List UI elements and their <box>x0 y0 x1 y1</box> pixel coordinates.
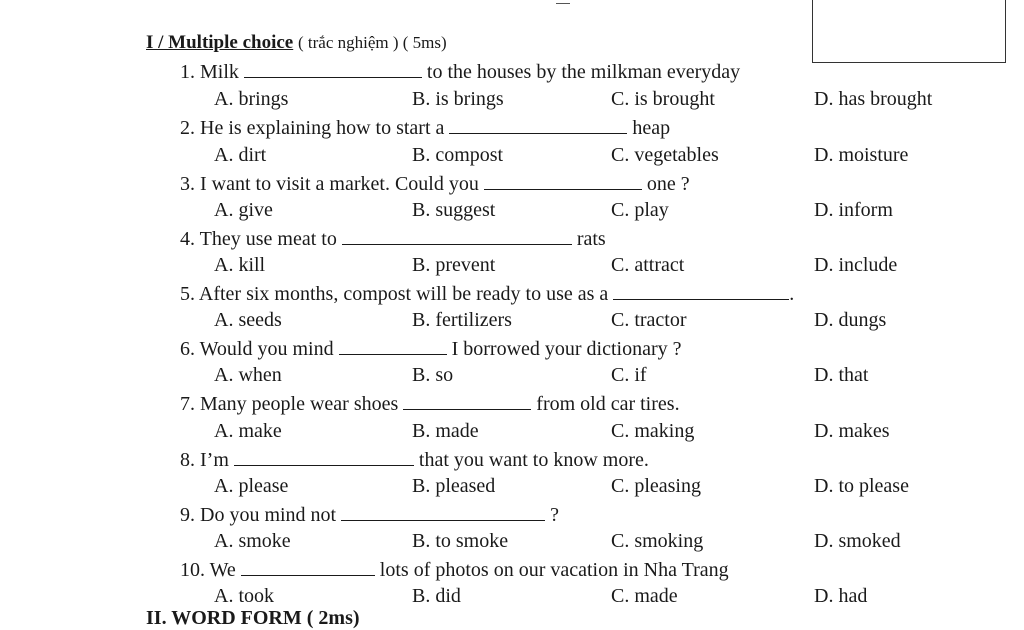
q9-option-b: B. to smoke <box>412 530 509 552</box>
answer-blank <box>244 59 422 78</box>
answer-blank <box>234 447 414 466</box>
question-9: 9. Do you mind not ? <box>180 504 560 526</box>
question-10: 10. We lots of photos on our vacation in Nha Trang <box>180 559 729 581</box>
section-title: I / Multiple choice <box>146 32 294 53</box>
q9-option-d: D. smoked <box>814 530 901 552</box>
q3-option-b: B. suggest <box>412 199 496 221</box>
q6-option-b: B. so <box>412 364 454 386</box>
q7-option-b: B. made <box>412 420 479 442</box>
q8-option-c: C. pleasing <box>611 475 701 497</box>
question-3: 3. I want to visit a market. Could you one ? <box>180 173 690 195</box>
q3-option-c: C. play <box>611 199 669 221</box>
q9-option-a: A. smoke <box>214 530 291 552</box>
q5-option-d: D. dungs <box>814 309 887 331</box>
q2-option-a: A. dirt <box>214 144 267 166</box>
q4-option-c: C. attract <box>611 254 685 276</box>
question-2: 2. He is explaining how to start a heap <box>180 117 671 139</box>
q8-option-b: B. pleased <box>412 475 496 497</box>
q6-option-d: D. that <box>814 364 869 386</box>
answer-blank <box>241 557 375 576</box>
q6-option-c: C. if <box>611 364 647 386</box>
answer-blank <box>403 391 531 410</box>
q3-option-a: A. give <box>214 199 273 221</box>
q10-option-a: A. took <box>214 585 274 607</box>
answer-blank <box>484 171 642 190</box>
q7-option-c: C. making <box>611 420 695 442</box>
top-edge-mark <box>556 0 570 4</box>
answer-blank <box>613 281 789 300</box>
question-4: 4. They use meat to rats <box>180 228 606 250</box>
q5-option-c: C. tractor <box>611 309 687 331</box>
section-note: ( trắc nghiệm ) ( 5ms) <box>297 33 447 52</box>
q4-option-d: D. include <box>814 254 898 276</box>
q1-option-b: B. is brings <box>412 88 504 110</box>
q9-option-c: C. smoking <box>611 530 704 552</box>
q8-option-d: D. to please <box>814 475 909 497</box>
q4-option-b: B. prevent <box>412 254 496 276</box>
q1-option-d: D. has brought <box>814 88 933 110</box>
question-5: 5. After six months, compost will be ready to use as a . <box>180 283 795 305</box>
answer-blank <box>341 502 545 521</box>
question-6: 6. Would you mind I borrowed your dictionary ? <box>180 338 682 360</box>
question-8: 8. I’m that you want to know more. <box>180 449 649 471</box>
answer-blank <box>339 336 447 355</box>
q1-option-a: A. brings <box>214 88 289 110</box>
q1-option-c: C. is brought <box>611 88 715 110</box>
q8-option-a: A. please <box>214 475 289 497</box>
q10-option-b: B. did <box>412 585 461 607</box>
answer-blank <box>449 115 627 134</box>
section-heading <box>146 32 447 54</box>
q7-option-d: D. makes <box>814 420 890 442</box>
q7-option-a: A. make <box>214 420 282 442</box>
q3-option-d: D. inform <box>814 199 893 221</box>
next-section-heading: II. WORD FORM ( 2ms) <box>146 607 360 629</box>
q2-option-d: D. moisture <box>814 144 909 166</box>
q5-option-b: B. fertilizers <box>412 309 512 331</box>
score-box <box>812 0 1006 63</box>
q10-option-d: D. had <box>814 585 868 607</box>
question-1: 1. Milk to the houses by the milkman everyday <box>180 61 741 83</box>
q6-option-a: A. when <box>214 364 282 386</box>
question-7: 7. Many people wear shoes from old car tires. <box>180 393 680 415</box>
q2-option-c: C. vegetables <box>611 144 719 166</box>
q10-option-c: C. made <box>611 585 678 607</box>
q2-option-b: B. compost <box>412 144 504 166</box>
answer-blank <box>342 226 572 245</box>
q5-option-a: A. seeds <box>214 309 282 331</box>
q4-option-a: A. kill <box>214 254 266 276</box>
